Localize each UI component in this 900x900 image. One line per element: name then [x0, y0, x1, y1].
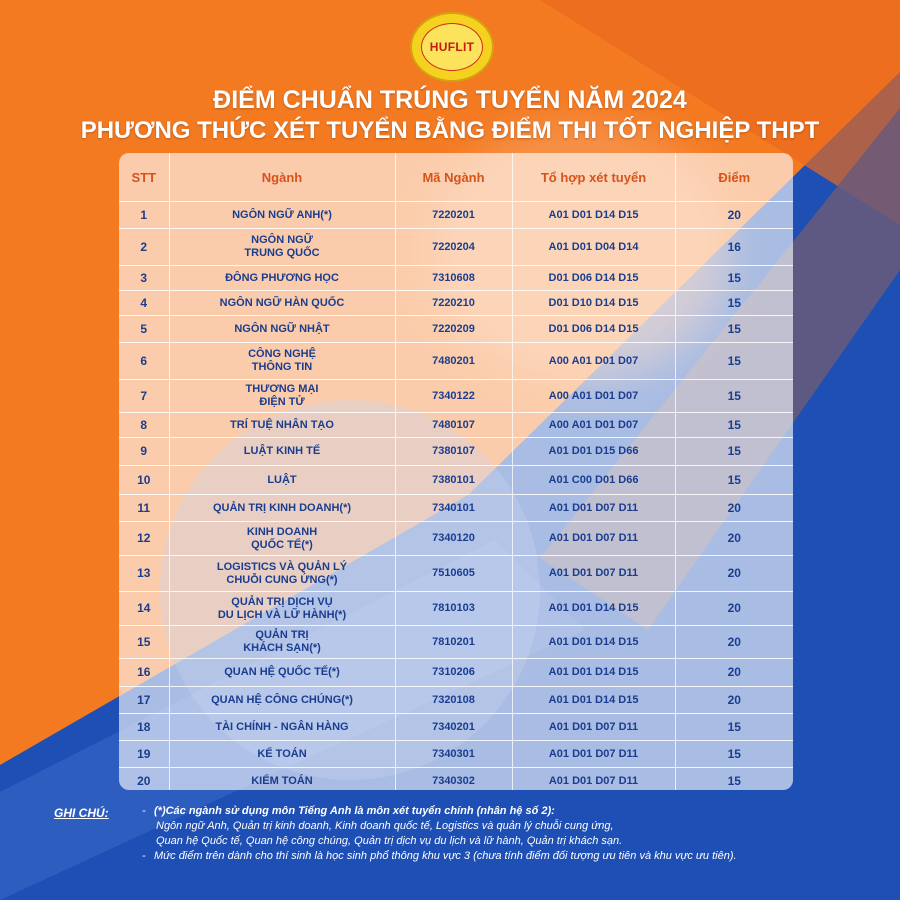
cell-ma-nganh: 7480201 [395, 343, 512, 380]
cell-diem: 15 [675, 466, 793, 495]
cell-ma-nganh: 7810103 [395, 592, 512, 626]
table-row [119, 266, 793, 291]
cell-to-hop: A01 D01 D07 D11 [512, 768, 675, 791]
note-line: Ngôn ngữ Anh, Quản trị kinh doanh, Kinh doanh quốc tế, Logistics và quản lý chuỗi cung ứng, [156, 820, 614, 832]
cell-ma-nganh: 7380101 [395, 466, 512, 495]
table-row [119, 229, 793, 266]
cell-to-hop: A01 D01 D07 D11 [512, 522, 675, 556]
cell-ma-nganh: 7810201 [395, 626, 512, 659]
cell-to-hop: A00 A01 D01 D07 [512, 343, 675, 380]
cell-ma-nganh: 7310206 [395, 659, 512, 687]
cell-nganh: QUẢN TRỊ DỊCH VỤ DU LỊCH VÀ LỮ HÀNH(*) [169, 592, 395, 626]
cell-ma-nganh: 7380107 [395, 438, 512, 466]
note-line: Quan hệ Quốc tế, Quan hệ công chúng, Quản trị dịch vụ du lịch và lữ hành, Quản trị khách sạn. [156, 835, 623, 847]
cell-diem: 15 [675, 413, 793, 438]
cell-nganh: NGÔN NGỮ HÀN QUỐC [169, 291, 395, 316]
note-line [142, 804, 852, 819]
cell-diem: 15 [675, 291, 793, 316]
cell-stt: 14 [119, 592, 169, 626]
cell-diem: 20 [675, 202, 793, 229]
cell-ma-nganh: 7340101 [395, 495, 512, 522]
cell-nganh: NGÔN NGỮ TRUNG QUỐC [169, 229, 395, 266]
cell-ma-nganh: 7220210 [395, 291, 512, 316]
cell-stt: 2 [119, 229, 169, 266]
cell-diem: 15 [675, 266, 793, 291]
cell-to-hop: A01 D01 D07 D11 [512, 495, 675, 522]
cell-ma-nganh: 7220204 [395, 229, 512, 266]
table-body [119, 202, 793, 791]
cell-diem: 16 [675, 229, 793, 266]
note-label: GHI CHÚ: [54, 806, 109, 820]
cell-diem: 15 [675, 438, 793, 466]
table-row [119, 413, 793, 438]
cell-diem: 15 [675, 380, 793, 413]
cell-nganh: KẾ TOÁN [169, 741, 395, 768]
cell-ma-nganh: 7340302 [395, 768, 512, 791]
note-text: (*)Các ngành sử dụng môn Tiếng Anh là môn xét tuyển chính (nhân hệ số 2): [154, 805, 555, 817]
header-stt: STT [119, 153, 169, 202]
table-row [119, 556, 793, 592]
table-row [119, 466, 793, 495]
cell-stt: 3 [119, 266, 169, 291]
cell-stt: 20 [119, 768, 169, 791]
table-row [119, 659, 793, 687]
cell-diem: 20 [675, 556, 793, 592]
score-table [119, 153, 793, 790]
cell-nganh: THƯƠNG MẠI ĐIỆN TỬ [169, 380, 395, 413]
cell-nganh: LOGISTICS VÀ QUẢN LÝ CHUỖI CUNG ỨNG(*) [169, 556, 395, 592]
cell-ma-nganh: 7220209 [395, 316, 512, 343]
cell-stt: 9 [119, 438, 169, 466]
table-row [119, 495, 793, 522]
header-nganh: Ngành [169, 153, 395, 202]
cell-to-hop: A00 A01 D01 D07 [512, 380, 675, 413]
cell-stt: 13 [119, 556, 169, 592]
cell-diem: 20 [675, 522, 793, 556]
table-row [119, 343, 793, 380]
cell-nganh: TRÍ TUỆ NHÂN TẠO [169, 413, 395, 438]
cell-nganh: LUẬT [169, 466, 395, 495]
cell-nganh: CÔNG NGHỆ THÔNG TIN [169, 343, 395, 380]
cell-ma-nganh: 7220201 [395, 202, 512, 229]
cell-ma-nganh: 7340201 [395, 714, 512, 741]
cell-nganh: QUẢN TRỊ KINH DOANH(*) [169, 495, 395, 522]
cell-stt: 6 [119, 343, 169, 380]
cell-ma-nganh: 7480107 [395, 413, 512, 438]
table-row [119, 202, 793, 229]
page-title: ĐIỂM CHUẨN TRÚNG TUYỂN NĂM 2024 [213, 86, 687, 114]
cell-to-hop: A01 D01 D07 D11 [512, 556, 675, 592]
cell-diem: 15 [675, 741, 793, 768]
cell-ma-nganh: 7340301 [395, 741, 512, 768]
cell-stt: 7 [119, 380, 169, 413]
logo-seal [421, 23, 483, 71]
cell-stt: 19 [119, 741, 169, 768]
cell-diem: 15 [675, 343, 793, 380]
cell-ma-nganh: 7340120 [395, 522, 512, 556]
cell-stt: 18 [119, 714, 169, 741]
cell-ma-nganh: 7310608 [395, 266, 512, 291]
cell-to-hop: A01 D01 D14 D15 [512, 626, 675, 659]
table-row [119, 687, 793, 714]
table-row [119, 592, 793, 626]
cell-stt: 12 [119, 522, 169, 556]
cell-stt: 5 [119, 316, 169, 343]
cell-stt: 8 [119, 413, 169, 438]
cell-to-hop: A01 C00 D01 D66 [512, 466, 675, 495]
cell-to-hop: A01 D01 D07 D11 [512, 714, 675, 741]
cell-to-hop: A01 D01 D14 D15 [512, 659, 675, 687]
university-logo [410, 12, 494, 82]
cell-stt: 17 [119, 687, 169, 714]
header-ma-nganh: Mã Ngành [395, 153, 512, 202]
table-row [119, 741, 793, 768]
cell-to-hop: D01 D06 D14 D15 [512, 266, 675, 291]
cell-stt: 1 [119, 202, 169, 229]
cell-nganh: QUẢN TRỊ KHÁCH SẠN(*) [169, 626, 395, 659]
note-line [142, 849, 852, 864]
cell-diem: 15 [675, 768, 793, 791]
cell-diem: 20 [675, 659, 793, 687]
cell-nganh: ĐÔNG PHƯƠNG HỌC [169, 266, 395, 291]
score-table-panel [119, 153, 793, 790]
note-text: Mức điểm trên dành cho thí sinh là học sinh phổ thông khu vực 3 (chưa tính điểm đối tượng ưu tiên và khu vực ưu tiên). [154, 850, 737, 862]
table-row [119, 316, 793, 343]
cell-to-hop: D01 D10 D14 D15 [512, 291, 675, 316]
table-row [119, 714, 793, 741]
table-header-row [119, 153, 793, 202]
cell-stt: 10 [119, 466, 169, 495]
cell-ma-nganh: 7510605 [395, 556, 512, 592]
note-dash: - [142, 850, 146, 862]
cell-nganh: QUAN HỆ CÔNG CHÚNG(*) [169, 687, 395, 714]
cell-to-hop: D01 D06 D14 D15 [512, 316, 675, 343]
cell-to-hop: A01 D01 D14 D15 [512, 592, 675, 626]
note-dash: - [142, 805, 146, 817]
table-row [119, 626, 793, 659]
cell-to-hop: A01 D01 D04 D14 [512, 229, 675, 266]
table-row [119, 522, 793, 556]
table-row [119, 438, 793, 466]
cell-nganh: LUẬT KINH TẾ [169, 438, 395, 466]
cell-diem: 15 [675, 316, 793, 343]
cell-stt: 4 [119, 291, 169, 316]
cell-nganh: QUAN HỆ QUỐC TẾ(*) [169, 659, 395, 687]
table-row [119, 768, 793, 791]
cell-stt: 16 [119, 659, 169, 687]
cell-to-hop: A01 D01 D14 D15 [512, 202, 675, 229]
cell-ma-nganh: 7340122 [395, 380, 512, 413]
cell-nganh: KINH DOANH QUỐC TẾ(*) [169, 522, 395, 556]
page-subtitle: PHƯƠNG THỨC XÉT TUYỂN BẰNG ĐIỂM THI TỐT NGHIỆP THPT [80, 117, 820, 144]
table-row [119, 291, 793, 316]
cell-nganh: KIỂM TOÁN [169, 768, 395, 791]
cell-to-hop: A01 D01 D15 D66 [512, 438, 675, 466]
cell-diem: 20 [675, 592, 793, 626]
cell-stt: 15 [119, 626, 169, 659]
cell-diem: 15 [675, 714, 793, 741]
cell-nganh: TÀI CHÍNH - NGÂN HÀNG [169, 714, 395, 741]
cell-to-hop: A01 D01 D07 D11 [512, 741, 675, 768]
cell-to-hop: A00 A01 D01 D07 [512, 413, 675, 438]
header-diem: Điểm [718, 169, 751, 185]
cell-nganh: NGÔN NGỮ ANH(*) [169, 202, 395, 229]
cell-diem: 20 [675, 495, 793, 522]
cell-ma-nganh: 7320108 [395, 687, 512, 714]
cell-diem: 20 [675, 687, 793, 714]
cell-nganh: NGÔN NGỮ NHẬT [169, 316, 395, 343]
table-row [119, 380, 793, 413]
cell-to-hop: A01 D01 D14 D15 [512, 687, 675, 714]
note-body [142, 804, 852, 864]
cell-diem: 20 [675, 626, 793, 659]
cell-stt: 11 [119, 495, 169, 522]
header-to-hop: Tổ hợp xét tuyển [512, 153, 675, 202]
logo-text: HUFLIT [429, 40, 475, 54]
